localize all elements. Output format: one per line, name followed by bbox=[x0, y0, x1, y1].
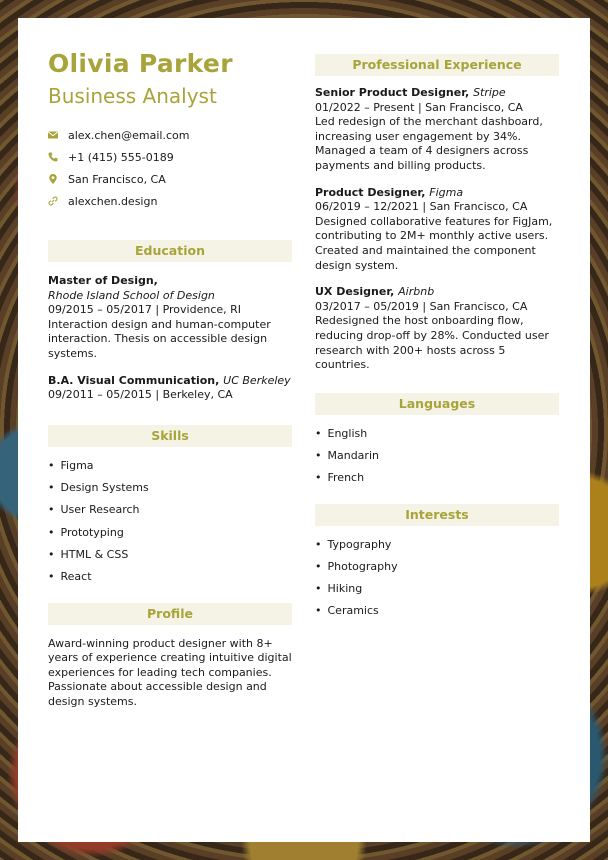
list-item: • React bbox=[48, 566, 292, 588]
education-degree: Master of Design, bbox=[48, 274, 158, 287]
education-desc: Interaction design and human-computer interaction. Thesis on accessible design systems. bbox=[48, 317, 271, 360]
interests-heading: Interests bbox=[315, 504, 559, 526]
experience-entry bbox=[315, 285, 559, 373]
experience-desc: Redesigned the host onboarding flow, reducing drop-off by 28%. Conducted user research with 200+ hosts across 5 countries. bbox=[315, 314, 549, 372]
experience-company: Figma bbox=[429, 185, 464, 199]
left-column bbox=[48, 48, 292, 710]
experience-role-line bbox=[315, 285, 559, 300]
email-icon bbox=[48, 130, 68, 140]
experience-heading: Professional Experience bbox=[315, 54, 559, 76]
list-item: • User Research bbox=[48, 499, 292, 521]
contact-phone[interactable] bbox=[48, 146, 292, 168]
location-pin-icon bbox=[48, 174, 68, 184]
list-item: • Photography bbox=[315, 556, 559, 578]
experience-role-line bbox=[315, 86, 559, 101]
education-school: Rhode Island School of Design bbox=[48, 288, 215, 302]
education-meta: 09/2015 – 05/2017 | Providence, RI bbox=[48, 303, 242, 317]
experience-meta: 01/2022 – Present | San Francisco, CA bbox=[315, 100, 523, 114]
contact-location bbox=[48, 168, 292, 190]
profile-heading: Profile bbox=[48, 603, 292, 625]
education-degree-line bbox=[48, 374, 292, 389]
experience-role: UX Designer, bbox=[315, 285, 395, 299]
education-degree: B.A. Visual Communication, bbox=[48, 373, 220, 387]
list-item: • Mandarin bbox=[315, 445, 559, 467]
resume-page bbox=[18, 18, 590, 842]
contact-location-text: San Francisco, CA bbox=[68, 172, 166, 186]
education-entry bbox=[48, 274, 292, 362]
skills-heading: Skills bbox=[48, 425, 292, 447]
candidate-name: Olivia Parker bbox=[48, 49, 233, 78]
contact-email-text: alex.chen@email.com bbox=[68, 128, 190, 142]
contact-list bbox=[48, 124, 292, 212]
experience-role: Senior Product Designer, bbox=[315, 86, 470, 99]
link-icon bbox=[48, 196, 68, 206]
list-item: • Prototyping bbox=[48, 522, 292, 544]
interests-list bbox=[315, 534, 559, 623]
contact-email[interactable] bbox=[48, 124, 292, 146]
education-entry bbox=[48, 374, 292, 403]
contact-website[interactable] bbox=[48, 190, 292, 212]
list-item: • HTML & CSS bbox=[48, 544, 292, 566]
contact-website-text: alexchen.design bbox=[68, 194, 158, 208]
contact-phone-text: +1 (415) 555-0189 bbox=[68, 150, 174, 164]
experience-company: Stripe bbox=[473, 86, 506, 99]
list-item: • English bbox=[315, 423, 559, 445]
list-item: • Hiking bbox=[315, 578, 559, 600]
right-column bbox=[315, 54, 559, 623]
list-item: • Design Systems bbox=[48, 477, 292, 499]
experience-role: Product Designer, bbox=[315, 185, 426, 199]
candidate-title: Business Analyst bbox=[48, 84, 217, 108]
list-item: • Ceramics bbox=[315, 600, 559, 622]
skills-list bbox=[48, 455, 292, 589]
education-school: UC Berkeley bbox=[223, 373, 291, 387]
experience-meta: 03/2017 – 05/2019 | San Francisco, CA bbox=[315, 299, 528, 313]
experience-company: Airbnb bbox=[398, 285, 435, 299]
experience-role-line bbox=[315, 186, 559, 201]
list-item: • Typography bbox=[315, 534, 559, 556]
education-heading: Education bbox=[48, 240, 292, 262]
list-item: • French bbox=[315, 467, 559, 489]
languages-list bbox=[315, 423, 559, 490]
experience-entry bbox=[315, 86, 559, 174]
phone-icon bbox=[48, 152, 68, 162]
education-meta: 09/2011 – 05/2015 | Berkeley, CA bbox=[48, 388, 233, 402]
experience-desc: Designed collaborative features for FigJam, contributing to 2M+ monthly active users. Created and maintained the component design system. bbox=[315, 214, 553, 272]
experience-entry bbox=[315, 186, 559, 274]
languages-heading: Languages bbox=[315, 393, 559, 415]
profile-summary: Award-winning product designer with 8+ years of experience creating intuitive digital experiences for leading tech companies. Passionate about accessible design and design systems. bbox=[48, 636, 292, 708]
experience-meta: 06/2019 – 12/2021 | San Francisco, CA bbox=[315, 200, 528, 214]
list-item: • Figma bbox=[48, 455, 292, 477]
experience-desc: Led redesign of the merchant dashboard, increasing user engagement by 34%. Managed a team of 4 designers across payments and billing products. bbox=[315, 115, 543, 172]
